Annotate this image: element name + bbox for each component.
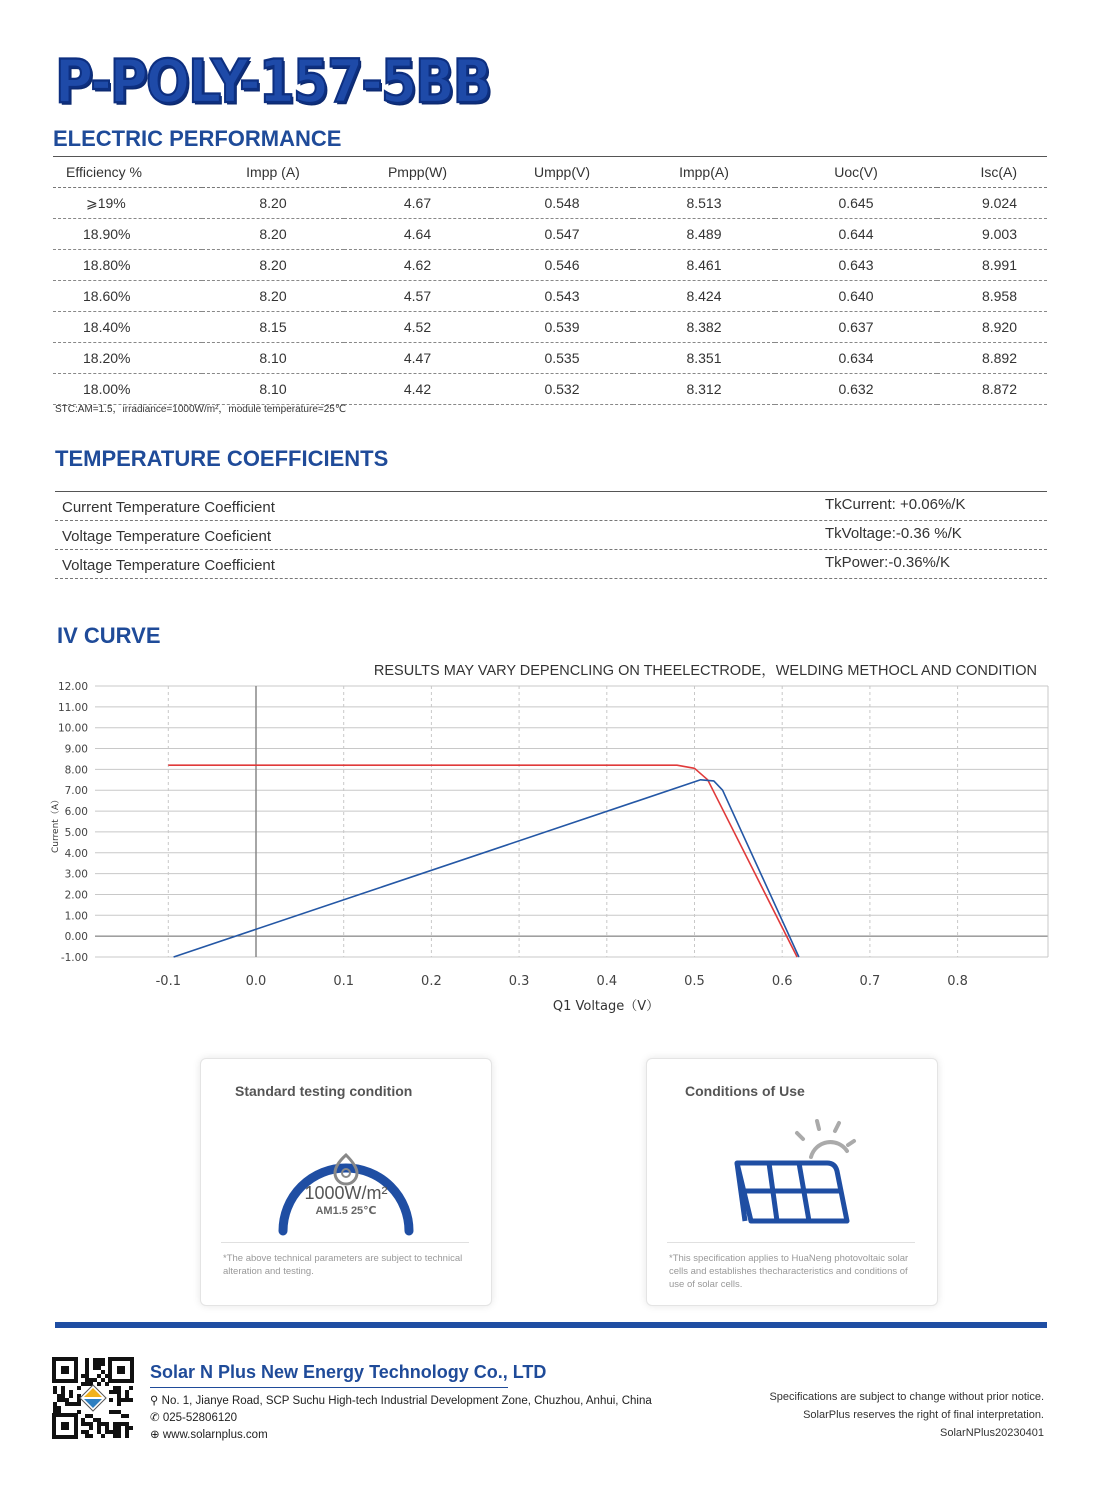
table-cell: 0.643 [775,250,937,281]
table-row [53,219,1047,250]
table-header-row [53,157,1047,188]
temperature-heading: TEMPERATURE COEFFICIENTS [55,446,389,471]
table-cell: 4.47 [344,343,491,374]
website-line [150,1427,268,1441]
table-cell: 4.42 [344,374,491,405]
y-tick-label: 7.00 [64,785,88,798]
table-cell: 8.958 [937,281,1047,312]
y-tick-label: 1.00 [64,910,88,923]
table-cell: 8.10 [202,343,344,374]
temperature-row [55,521,1047,550]
table-row [53,250,1047,281]
conditions-of-use-card [646,1058,938,1306]
x-tick-label: 0.0 [245,974,267,989]
x-tick-label: 0.4 [596,974,618,989]
x-tick-label: -0.1 [155,974,181,989]
table-cell: 0.632 [775,374,937,405]
y-tick-label: 9.00 [64,743,88,756]
x-tick-label: 0.1 [333,974,355,989]
table-cell: 0.543 [491,281,633,312]
location-pin-icon: ⚲ [150,1395,159,1407]
y-tick-label: 10.00 [57,722,88,735]
coefficient-value: TkCurrent: +0.06%/K [825,496,966,513]
y-tick-label: 11.00 [57,701,88,714]
x-tick-label: 0.7 [859,974,881,989]
col-header: Efficiency % [53,157,202,188]
stc-note: STC:AM=1.5，irradiance=1000W/m²，module temperature=25℃ [55,404,347,415]
phone-line [150,1410,237,1424]
x-tick-label: 0.6 [771,974,793,989]
card-note: *This specification applies to HuaNeng photovoltaic solar cells and establishes thecharacteristics and conditions of use of solar cells. [669,1253,909,1290]
coefficient-value: TkPower:-0.36%/K [825,554,951,571]
table-cell: 0.644 [775,219,937,250]
website-link[interactable]: www.solarnplus.com [162,1429,268,1441]
red-iv-curve [168,765,797,957]
table-cell: 8.920 [937,312,1047,343]
table-cell: 4.67 [344,188,491,219]
table-cell: 9.024 [937,188,1047,219]
table-cell: 8.489 [633,219,775,250]
table-cell: 9.003 [937,219,1047,250]
table-cell: 18.40% [53,312,202,343]
x-axis-label: Q1 Voltage（V） [552,999,660,1014]
product-title: P-POLY-157-5BB [55,48,491,117]
solar-panel-sun-icon [727,1111,867,1236]
col-header: Impp (A) [202,157,344,188]
electric-performance-table [53,156,1047,405]
blue-iv-curve [174,780,799,957]
temperature-row [55,550,1047,579]
irradiance-value: 1000W/m² [304,1183,388,1203]
table-cell: 8.351 [633,343,775,374]
y-tick-label: 12.00 [57,681,88,693]
card-divider [667,1242,915,1243]
y-tick-label: 4.00 [64,847,88,860]
x-tick-label: 0.8 [947,974,968,989]
card-title: Standard testing condition [235,1083,413,1099]
table-cell: 0.640 [775,281,937,312]
y-tick-label: 0.00 [64,931,88,944]
document-code: SolarNPlus20230401 [940,1427,1044,1439]
footer-divider [55,1322,1047,1328]
table-cell: 4.64 [344,219,491,250]
table-cell: 18.00% [53,374,202,405]
table-cell: 8.10 [202,374,344,405]
temperature-table [55,491,1047,579]
col-header: Impp(A) [633,157,775,188]
address-text: No. 1, Jianye Road, SCP Suchu High-tech Industrial Development Zone, Chuzhou, Anhui, China [161,1395,652,1407]
phone-text: 025-52806120 [162,1412,238,1424]
coefficient-label: Voltage Temperature Coeficient [62,528,272,545]
temperature-row [55,492,1047,521]
table-cell: 4.57 [344,281,491,312]
table-cell: 4.52 [344,312,491,343]
table-cell: 8.382 [633,312,775,343]
coefficient-label: Voltage Temperature Coefficient [62,557,275,574]
y-tick-label: 8.00 [64,764,88,777]
y-axis-label: Current（A） [51,795,61,853]
electric-performance-heading: ELECTRIC PERFORMANCE [53,126,342,151]
y-tick-label: 3.00 [64,868,88,881]
table-cell: 0.535 [491,343,633,374]
table-cell: 18.90% [53,219,202,250]
card-note: *The above technical parameters are subject to technical alteration and testing. [223,1253,463,1277]
table-cell: 4.62 [344,250,491,281]
table-cell: 0.547 [491,219,633,250]
company-underline [150,1387,508,1388]
y-tick-label: 6.00 [64,806,88,819]
qr-code-icon [52,1357,134,1439]
col-header: Isc(A) [937,157,1047,188]
table-row [53,281,1047,312]
am-temperature-value: AM1.5 25℃ [315,1205,377,1217]
iv-curve-subtitle: RESULTS MAY VARY DEPENCLING ON THEELECTRODE，WELDING METHOCL AND CONDITION [373,663,1037,679]
y-tick-label: 5.00 [64,826,88,839]
globe-icon: ⊕ [150,1429,160,1441]
table-cell: 8.513 [633,188,775,219]
disclaimer-interpretation: SolarPlus reserves the right of final interpretation. [803,1409,1044,1421]
table-cell: 8.312 [633,374,775,405]
iv-curve-chart [0,670,1100,1020]
table-row [53,343,1047,374]
standard-testing-card [200,1058,492,1306]
phone-icon: ✆ [150,1412,160,1424]
table-cell: 8.461 [633,250,775,281]
y-tick-label: 2.00 [64,889,88,902]
gauge-icon [271,1119,421,1239]
table-cell: 8.20 [202,250,344,281]
table-cell: 0.637 [775,312,937,343]
disclaimer-change: Specifications are subject to change without prior notice. [769,1391,1044,1403]
table-cell: 8.872 [937,374,1047,405]
x-tick-label: 0.3 [508,974,530,989]
col-header: Uoc(V) [775,157,937,188]
company-name: Solar N Plus New Energy Technology Co., LTD [150,1362,547,1382]
table-cell: 8.15 [202,312,344,343]
table-cell: 18.60% [53,281,202,312]
table-cell: 0.645 [775,188,937,219]
iv-curve-heading: IV CURVE [57,623,161,648]
coefficient-value: TkVoltage:-0.36 %/K [825,525,962,542]
card-divider [221,1242,469,1243]
table-cell: 8.424 [633,281,775,312]
y-tick-label: -1.00 [60,952,88,964]
x-tick-label: 0.2 [421,974,442,989]
table-cell: 18.20% [53,343,202,374]
table-cell: 0.546 [491,250,633,281]
table-cell: 8.20 [202,188,344,219]
table-cell: 8.991 [937,250,1047,281]
table-cell: 8.892 [937,343,1047,374]
col-header: Umpp(V) [491,157,633,188]
table-cell: 8.20 [202,281,344,312]
table-cell: 0.539 [491,312,633,343]
table-cell: ⩾19% [53,188,202,219]
table-cell: 8.20 [202,219,344,250]
table-cell: 0.548 [491,188,633,219]
address-line [150,1393,652,1407]
coefficient-label: Current Temperature Coefficient [62,499,275,516]
table-row [53,188,1047,219]
card-title: Conditions of Use [685,1083,805,1099]
table-cell: 0.532 [491,374,633,405]
col-header: Pmpp(W) [344,157,491,188]
table-cell: 18.80% [53,250,202,281]
x-tick-label: 0.5 [684,974,705,989]
table-row [53,312,1047,343]
table-cell: 0.634 [775,343,937,374]
